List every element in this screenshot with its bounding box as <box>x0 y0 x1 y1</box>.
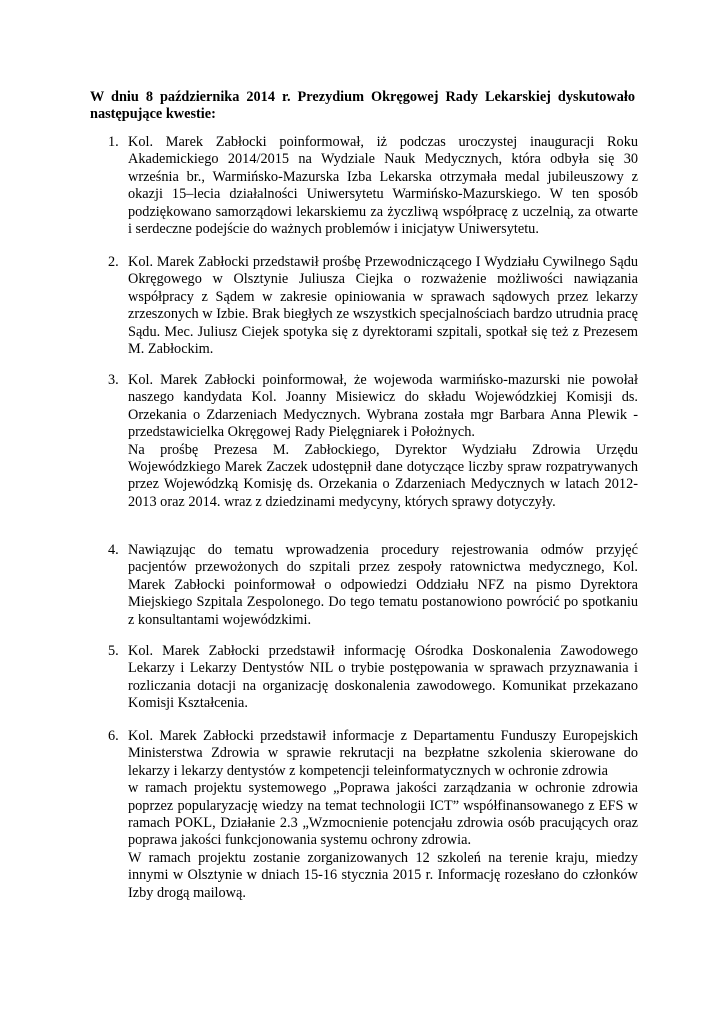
item-number: 4. <box>108 542 119 558</box>
item-paragraph: Na prośbę Prezesa M. Zabłockiego, Dyrektor Wydziału Zdrowia Urzędu Wojewódzkiego Marek Zaczek udostępnił dane dotyczące liczby spraw rozpatrywanych przez Wojewódzką Komisję ds. Orzekania o Zdarzeniach Medycznych w latach 2012-2013 oraz 2014. wraz z dziedzinami medycyny, których sprawy dotyczyły. <box>128 441 638 510</box>
item-paragraph: Kol. Marek Zabłocki przedstawił informację Ośrodka Doskonalenia Zawodowego Lekarzy i Lekarzy Dentystów NIL o trybie postępowania w sprawach przyznawania i rozliczania dotacji na organizację doskonalenia zawodowego. Komunikat przekazano Komisji Kształcenia. <box>128 643 638 712</box>
item-number: 3. <box>108 372 119 388</box>
item-paragraph: W ramach projektu zostanie zorganizowanych 12 szkoleń na terenie kraju, miedzy innymi w Olsztynie w dniach 15-16 stycznia 2015 r. Informację rozesłano do członków Izby drogą mailową. <box>128 849 638 901</box>
item-number: 6. <box>108 728 119 744</box>
page-heading: W dniu 8 października 2014 r. Prezydium Okręgowej Rady Lekarskiej dyskutowało następujące kwestie: <box>90 89 635 123</box>
list-item-3 <box>108 372 638 511</box>
item-paragraph: Kol. Marek Zabłocki przedstawił informacje z Departamentu Funduszy Europejskich Ministerstwa Zdrowia w sprawie rekrutacji na bezpłatne szkolenia skierowane do lekarzy i lekarzy dentystów z kompetencji teleinformatycznych w ochronie zdrowia <box>128 728 638 779</box>
list-item-1 <box>108 134 638 238</box>
item-paragraph: Kol. Marek Zabłocki poinformował, iż podczas uroczystej inauguracji Roku Akademickiego 2014/2015 na Wydziale Nauk Medycznych, która odbyła się 30 września br., Warmińsko-Mazurska Izba Lekarska otrzymała medal jubileuszowy z okazji 15–lecia działalności Uniwersytetu Warmińsko-Mazurskiego. W ten sposób podziękowano samorządowi lekarskiemu za życzliwą współpracę z uczelnią, za otwarte i serdeczne podejście do ważnych problemów i inicjatyw Uniwersytetu. <box>128 134 638 238</box>
item-number: 5. <box>108 643 119 659</box>
item-paragraph: Nawiązując do tematu wprowadzenia procedury rejestrowania odmów przyjęć pacjentów przewożonych do szpitali przez zespoły ratownictwa medycznego, Kol. Marek Zabłocki poinformował o odpowiedzi Oddziału NFZ na pismo Dyrektora Miejskiego Szpitala Zespolonego. Do tego tematu postanowiono powrócić po spotkaniu z konsultantami wojewódzkimi. <box>128 542 638 628</box>
list-item-2 <box>108 254 638 358</box>
item-paragraph: Kol. Marek Zabłocki poinformował, że wojewoda warmińsko-mazurski nie powołał naszego kandydata Kol. Joanny Misiewicz do składu Wojewódzkiej Komisji ds. Orzekania o Zdarzeniach Medycznych. Wybrana została mgr Barbara Anna Plewik - przedstawicielka Okręgowej Rady Pielęgniarek i Położnych. <box>128 372 638 441</box>
list-item-5 <box>108 643 638 713</box>
item-paragraph: w ramach projektu systemowego „Poprawa jakości zarządzania w ochronie zdrowia poprzez popularyzację wiedzy na temat technologii ICT” współfinansowanego z EFS w ramach POKL, Działanie 2.3 „Wzmocnienie potencjału zdrowia osób pracujących oraz poprawa jakości funkcjonowania systemu ochrony zdrowia. <box>128 780 638 849</box>
item-number: 2. <box>108 254 119 270</box>
item-number: 1. <box>108 134 119 150</box>
item-paragraph: Kol. Marek Zabłocki przedstawił prośbę Przewodniczącego I Wydziału Cywilnego Sądu Okręgowego w Olsztynie Juliusza Ciejka o rozważenie możliwości nawiązania współpracy z Sądem w zakresie opiniowania w sprawach sądowych przez lekarzy zrzeszonych w Izbie. Brak biegłych ze wszystkich specjalnościach bardzo utrudnia pracę Sądu. Mec. Juliusz Ciejek spotyka się z dyrektorami szpitali, spotkał się też z Prezesem M. Zabłockim. <box>128 254 638 358</box>
list-item-4 <box>108 542 638 629</box>
list-item-6 <box>108 728 638 902</box>
